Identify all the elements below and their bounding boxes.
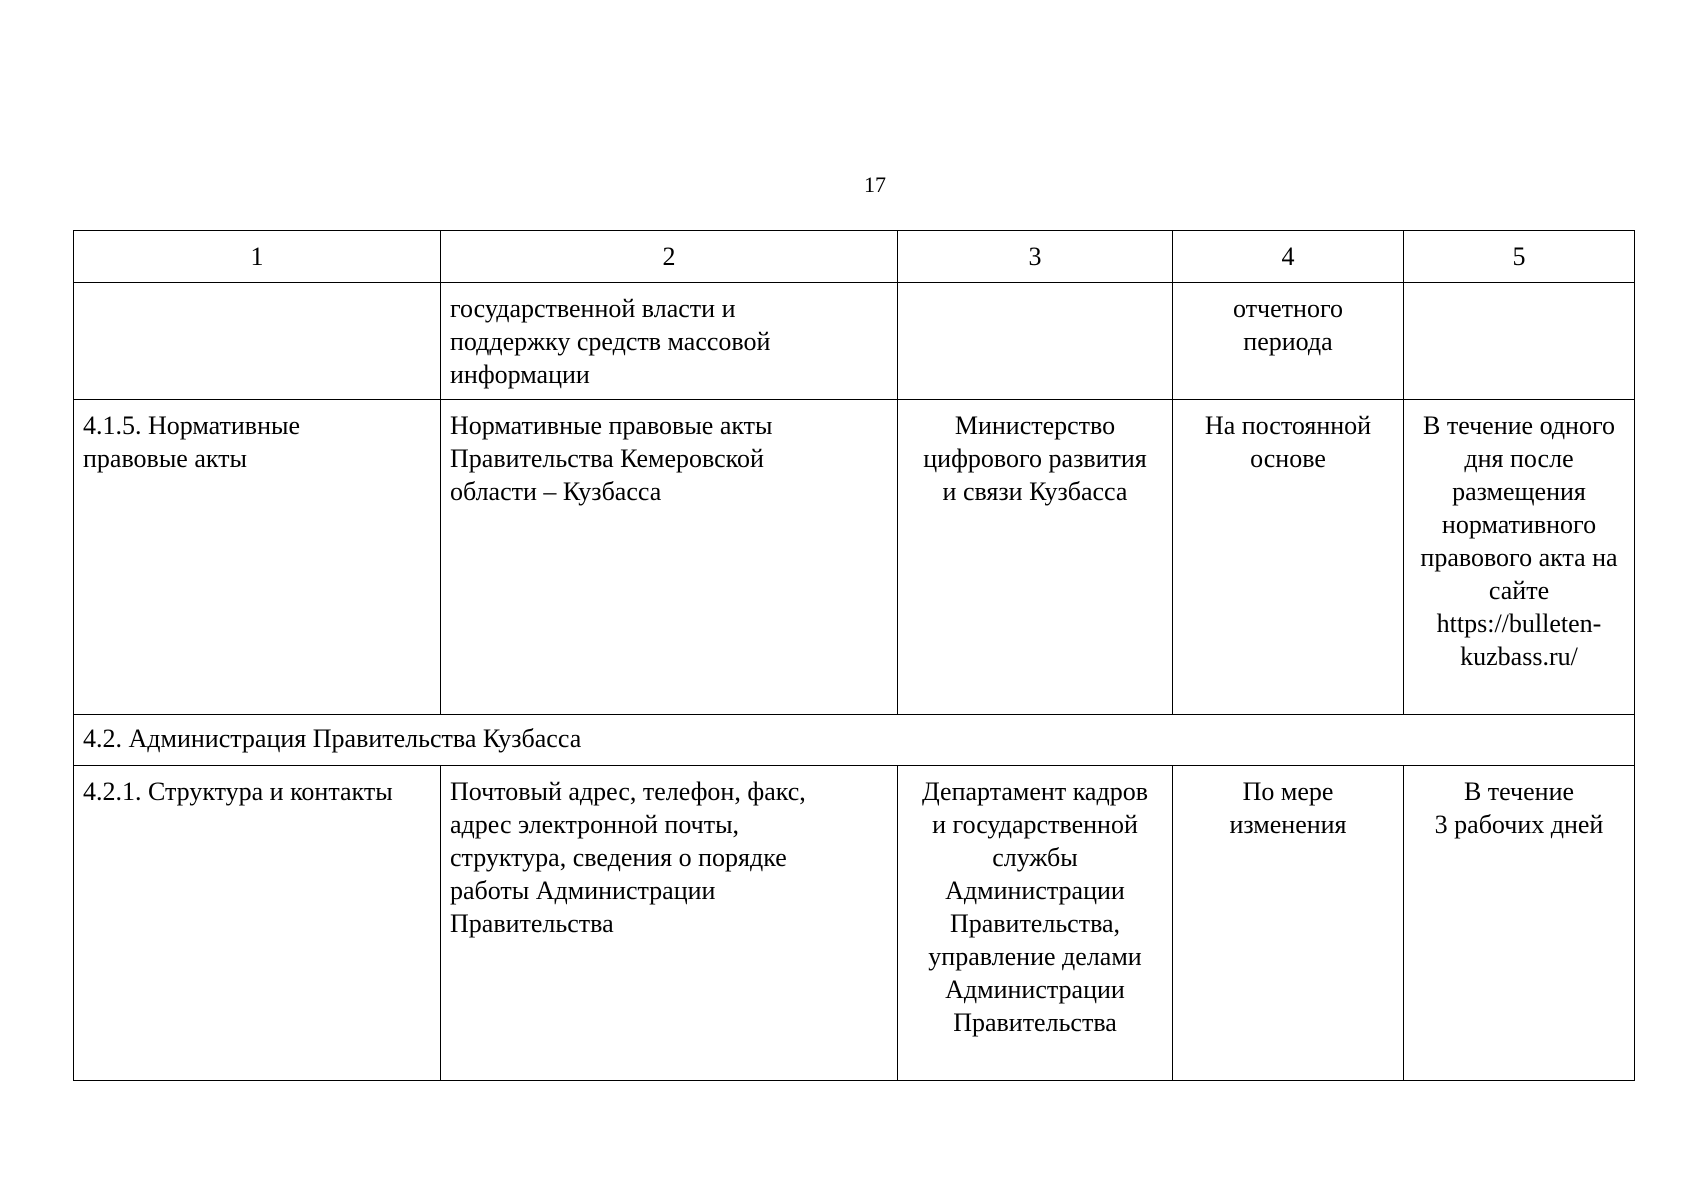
table-cell: Департамент кадров и государственной службы Администрации Правительства, управление делами Администрации Правительства [898, 766, 1173, 1081]
table-cell: 4.1.5. Нормативные правовые акты [74, 400, 441, 715]
table-cell: государственной власти и поддержку средств массовой информации [441, 283, 898, 400]
column-number-5: 5 [1404, 231, 1635, 283]
column-number-2: 2 [441, 231, 898, 283]
column-number-3: 3 [898, 231, 1173, 283]
page-number: 17 [864, 172, 886, 197]
table-row [74, 766, 1635, 1081]
table-row [74, 283, 1635, 400]
section-title: 4.2. Администрация Правительства Кузбасса [74, 715, 1635, 766]
section-header-row [74, 715, 1635, 766]
table-cell [898, 283, 1173, 400]
table-cell [1404, 283, 1635, 400]
table-cell: В течение 3 рабочих дней [1404, 766, 1635, 1081]
document-table [73, 230, 1635, 1081]
column-number-4: 4 [1173, 231, 1404, 283]
table-cell [74, 283, 441, 400]
table-cell: Министерство цифрового развития и связи Кузбасса [898, 400, 1173, 715]
table-row [74, 400, 1635, 715]
table-cell: На постоянной основе [1173, 400, 1404, 715]
table-cell: По мере изменения [1173, 766, 1404, 1081]
table-cell: Нормативные правовые акты Правительства Кемеровской области – Кузбасса [441, 400, 898, 715]
table-cell: Почтовый адрес, телефон, факс, адрес электронной почты, структура, сведения о порядке работы Администрации Правительства [441, 766, 898, 1081]
table-cell: В течение одного дня после размещения нормативного правового акта на сайте https://bulleten- kuzbass.ru/ [1404, 400, 1635, 715]
table-cell: отчетного периода [1173, 283, 1404, 400]
table-cell: 4.2.1. Структура и контакты [74, 766, 441, 1081]
table-header-row [74, 231, 1635, 283]
column-number-1: 1 [74, 231, 441, 283]
